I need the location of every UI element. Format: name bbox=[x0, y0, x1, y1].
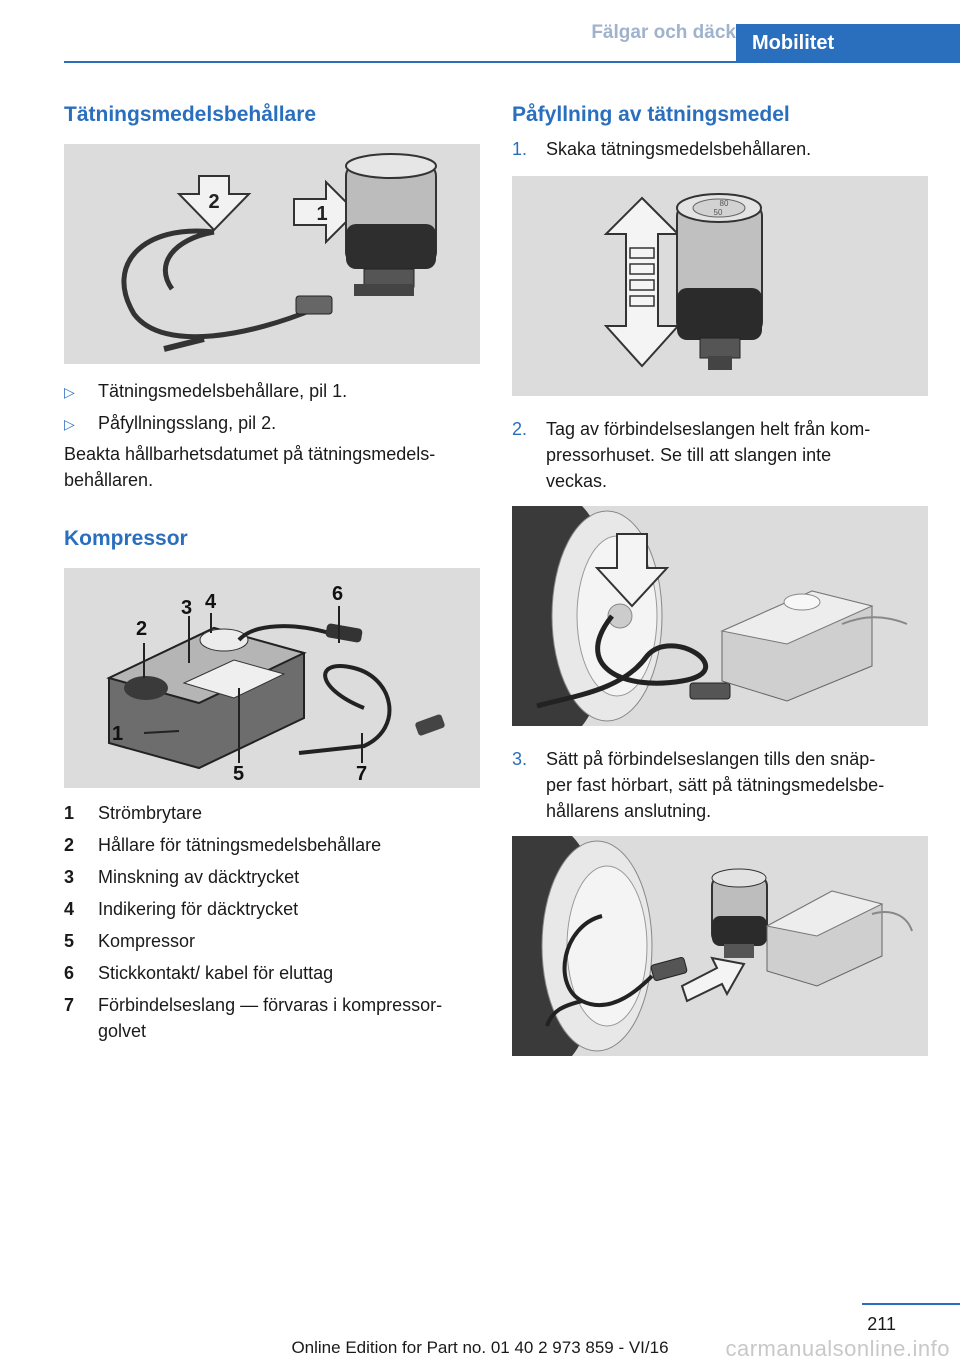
step-item bbox=[512, 416, 928, 494]
figure2-label-7: 7 bbox=[356, 763, 368, 785]
connect-hose-illustration bbox=[512, 836, 928, 1056]
step-number: 1. bbox=[512, 139, 528, 159]
bullet-item bbox=[64, 378, 347, 405]
legend-number: 2 bbox=[64, 835, 75, 855]
bullet-text: Tätningsmedelsbehållare, pil 1. bbox=[98, 381, 348, 401]
legend-text-cont: golvet bbox=[98, 1021, 147, 1041]
figure2-label-2: 2 bbox=[136, 618, 148, 640]
step-text-wrap bbox=[546, 746, 884, 824]
edition-text: Online Edition for Part no. 01 40 2 973 859 - VI/16 bbox=[291, 1338, 669, 1357]
watermark: carmanualsonline.info bbox=[725, 1336, 950, 1361]
figure2-label-5: 5 bbox=[233, 763, 245, 785]
can-label-bottom: 50 bbox=[713, 208, 723, 217]
legend-text: Minskning av däcktrycket bbox=[98, 867, 300, 887]
triangle-right-icon: ▷ bbox=[64, 416, 75, 432]
detach-hose-figure bbox=[512, 506, 928, 726]
triangle-right-icon: ▷ bbox=[64, 384, 75, 400]
shake-can-illustration bbox=[512, 176, 928, 396]
legend-text: Kompressor bbox=[98, 931, 196, 951]
legend-number: 7 bbox=[64, 995, 75, 1015]
sealant-container-illustration bbox=[64, 144, 480, 364]
legend-item bbox=[64, 896, 480, 922]
figure2-label-3: 3 bbox=[181, 597, 193, 619]
legend-text: Förbindelseslang — förvaras i kompressor- bbox=[98, 995, 443, 1015]
compressor-heading: Kompressor bbox=[64, 527, 188, 550]
can-label-top: 80 bbox=[719, 199, 729, 208]
legend-number: 1 bbox=[64, 803, 75, 823]
step-text: per fast hörbart, sätt på tätningsmedelsbe- bbox=[546, 775, 885, 795]
note-line-1: Beakta hållbarhetsdatumet på tätningsmedels- bbox=[64, 444, 436, 464]
legend-item bbox=[64, 992, 480, 1044]
filling-heading: Påfyllning av tätningsmedel bbox=[512, 103, 790, 126]
bullet-item bbox=[64, 410, 276, 437]
chapter-tab[interactable]: Mobilitet bbox=[736, 24, 960, 62]
legend-text-wrap bbox=[98, 992, 442, 1044]
step-item bbox=[512, 746, 928, 824]
footer-rule bbox=[862, 1303, 960, 1305]
sealant-container-heading: Tätningsmedelsbehållare bbox=[64, 103, 317, 126]
step-text: Sätt på förbindelseslangen tills den snäp- bbox=[546, 749, 876, 769]
page-header bbox=[60, 0, 960, 62]
section-tab[interactable]: Fälgar och däck bbox=[591, 22, 736, 43]
detach-hose-illustration bbox=[512, 506, 928, 726]
note-line-2: behållaren. bbox=[64, 470, 154, 490]
step-text: hållarens anslutning. bbox=[546, 801, 712, 821]
legend-text: Stickkontakt/ kabel för eluttag bbox=[98, 963, 334, 983]
connect-hose-figure bbox=[512, 836, 928, 1056]
legend-item bbox=[64, 800, 480, 826]
figure2-label-6: 6 bbox=[332, 583, 344, 605]
legend-number: 4 bbox=[64, 899, 75, 919]
step-text: veckas. bbox=[546, 471, 608, 491]
legend-number: 6 bbox=[64, 963, 75, 983]
step-item bbox=[512, 136, 928, 162]
page-number: 211 bbox=[867, 1314, 896, 1334]
step-text: Tag av förbindelseslangen helt från kom- bbox=[546, 419, 871, 439]
figure1-label-2: 2 bbox=[208, 191, 220, 213]
step-text: pressorhuset. Se till att slangen inte bbox=[546, 445, 832, 465]
figure2-label-4: 4 bbox=[205, 591, 217, 613]
step-text-wrap bbox=[546, 416, 870, 494]
step-text: Skaka tätningsmedelsbehållaren. bbox=[546, 139, 812, 159]
legend-item bbox=[64, 832, 480, 858]
header-rule bbox=[64, 61, 960, 63]
sealant-container-figure bbox=[64, 144, 480, 364]
bullet-text: Påfyllningsslang, pil 2. bbox=[98, 413, 277, 433]
step-number: 2. bbox=[512, 419, 528, 439]
legend-item bbox=[64, 960, 480, 986]
legend-item bbox=[64, 864, 480, 890]
legend-text: Indikering för däcktrycket bbox=[98, 899, 299, 919]
compressor-illustration bbox=[64, 568, 480, 788]
compressor-figure bbox=[64, 568, 480, 788]
legend-text: Hållare för tätningsmedelsbehållare bbox=[98, 835, 382, 855]
legend-number: 5 bbox=[64, 931, 75, 951]
figure2-label-1: 1 bbox=[112, 723, 124, 745]
step-number: 3. bbox=[512, 749, 528, 769]
legend-item bbox=[64, 928, 480, 954]
figure1-label-1: 1 bbox=[316, 203, 328, 225]
shake-can-figure bbox=[512, 176, 928, 396]
legend-number: 3 bbox=[64, 867, 75, 887]
legend-text: Strömbrytare bbox=[98, 803, 203, 823]
